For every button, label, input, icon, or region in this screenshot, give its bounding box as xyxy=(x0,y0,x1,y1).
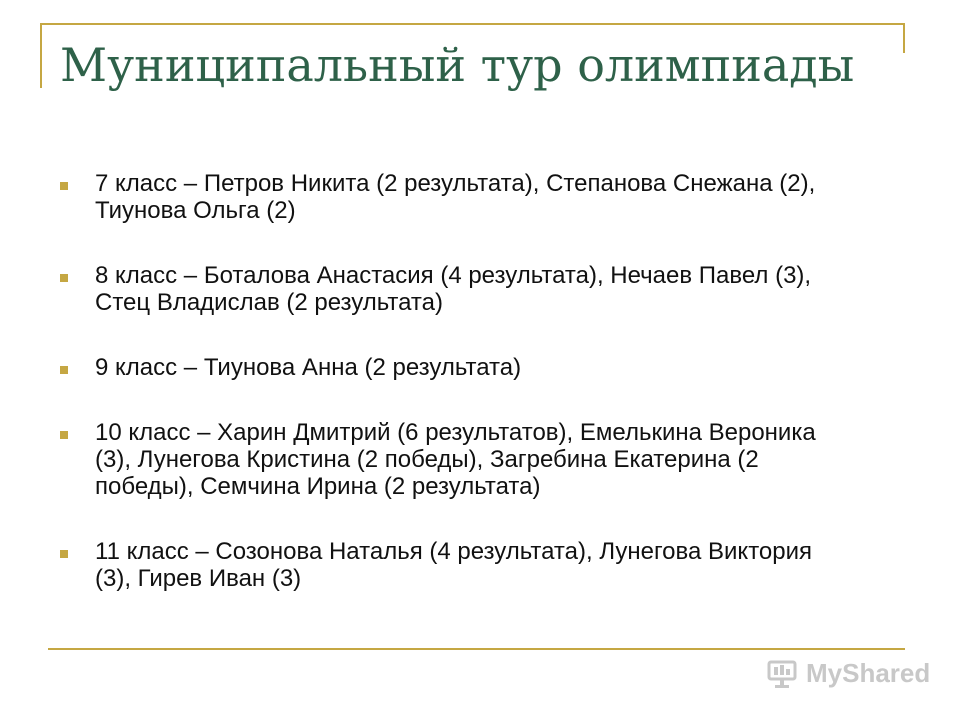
frame-left-line xyxy=(40,23,42,88)
bullet-square-icon xyxy=(60,431,68,439)
frame-bottom-line xyxy=(48,648,905,650)
presentation-icon xyxy=(766,659,800,689)
bullet-square-icon xyxy=(60,366,68,374)
bullet-list xyxy=(60,170,850,630)
frame-right-line xyxy=(903,23,905,53)
list-item xyxy=(60,419,850,500)
frame-top-line xyxy=(40,23,905,25)
list-item-text: 7 класс – Петров Никита (2 результата), Степанова Снежана (2), Тиунова Ольга (2) xyxy=(95,170,816,224)
list-item-text: 9 класс – Тиунова Анна (2 результата) xyxy=(95,354,522,381)
list-item xyxy=(60,538,850,592)
list-item-text: 8 класс – Боталова Анастасия (4 результата), Нечаев Павел (3), Стец Владислав (2 результата) xyxy=(95,262,812,316)
list-item xyxy=(60,170,850,224)
list-item xyxy=(60,354,850,381)
list-item-text: 10 класс – Харин Дмитрий (6 результатов), Емелькина Вероника (3), Лунегова Кристина (2 победы), Загребина Екатерина (2 победы), Семчина Ирина (2 результата) xyxy=(95,419,816,500)
watermark-label: MyShared xyxy=(806,658,931,688)
list-item-text: 11 класс – Созонова Наталья (4 результата), Лунегова Виктория (3), Гирев Иван (3) xyxy=(95,538,813,592)
list-item xyxy=(60,262,850,316)
slide-title: Муниципальный тур олимпиады xyxy=(60,38,855,92)
watermark-logo xyxy=(766,658,930,689)
bullet-square-icon xyxy=(60,182,68,190)
bullet-square-icon xyxy=(60,274,68,282)
bullet-square-icon xyxy=(60,550,68,558)
